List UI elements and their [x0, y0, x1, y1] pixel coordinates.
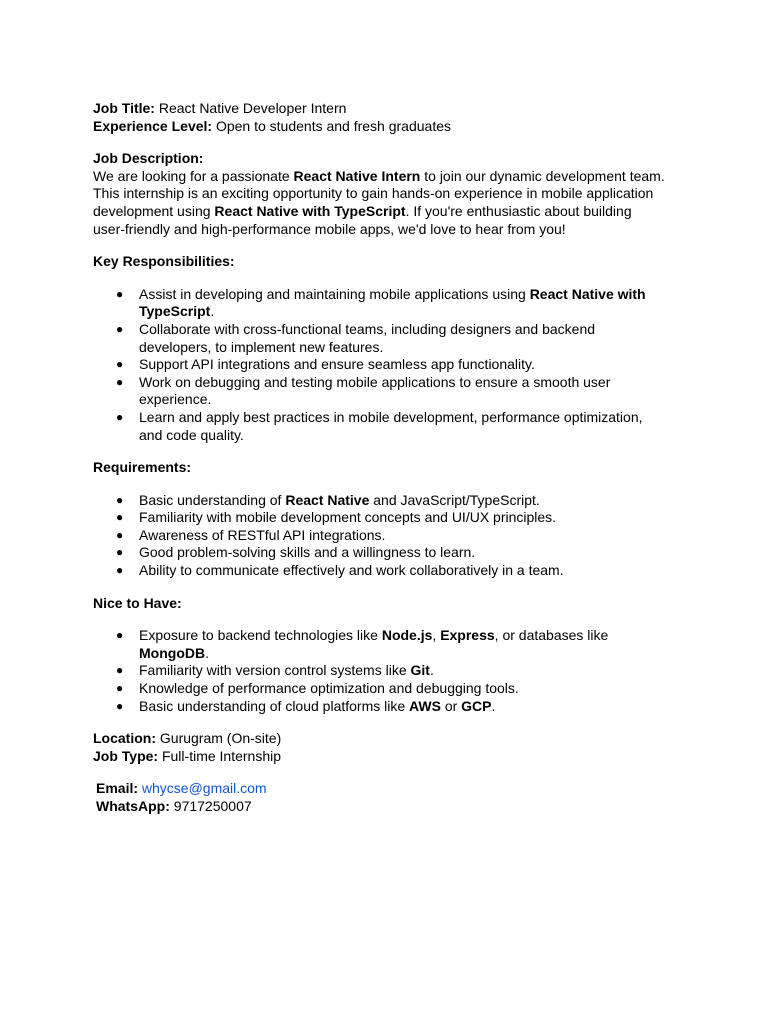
list-item: ● Support API integrations and ensure seamless app functionality.	[116, 356, 535, 373]
location-line	[93, 730, 683, 748]
list-item: ● Knowledge of performance optimization and debugging tools.	[116, 680, 519, 697]
document-body	[93, 100, 683, 816]
job-description-heading: Job Description:	[93, 150, 204, 167]
bullet-icon: ●	[116, 286, 124, 301]
bullet-icon: ●	[116, 321, 124, 336]
list-item: ● Learn and apply best practices in mobile development, performance optimization, and code quality.	[116, 408, 643, 443]
responsibilities-heading: Key Responsibilities:	[93, 253, 235, 270]
list-item: ● Exposure to backend technologies like Node.js, Express, or databases like MongoDB.	[116, 627, 609, 661]
bullet-icon: ●	[116, 545, 124, 560]
bullet-icon: ●	[116, 527, 124, 542]
job-type-line	[93, 748, 683, 766]
nice-to-have-heading: Nice to Have:	[93, 594, 182, 611]
location-value: Gurugram (On-site)	[159, 730, 282, 747]
requirements-list	[93, 492, 683, 580]
whatsapp-number: 9717250007	[173, 798, 252, 814]
experience-level-line	[93, 118, 683, 136]
job-title-value: React Native Developer Intern	[158, 100, 347, 116]
list-item: ● Familiarity with mobile development concepts and UI/UX principles.	[116, 509, 557, 526]
bullet-icon: ●	[116, 374, 124, 389]
bullet-icon: ●	[116, 563, 124, 578]
whatsapp-label: WhatsApp:	[96, 798, 170, 814]
email-line	[93, 780, 683, 798]
list-item: ● Collaborate with cross-functional teams, including designers and backend developers, to implement new features.	[116, 320, 596, 355]
list-item: ● Basic understanding of cloud platforms like AWS or GCP.	[116, 697, 496, 714]
bullet-icon: ●	[116, 628, 124, 643]
bullet-icon: ●	[116, 492, 124, 507]
email-label: Email:	[96, 780, 139, 797]
list-item: ● Ability to communicate effectively and work collaboratively in a team.	[116, 562, 564, 579]
list-item: ● Familiarity with version control systems like Git.	[116, 662, 434, 679]
job-description-text: We are looking for a passionate React Native Intern to join our dynamic development team. This internship is an exciting opportunity to gain hands-on experience in mobile application development using React Native with TypeScript. If you're enthusiastic about building user-friendly and high-performance mobile apps, we'd love to hear from you!	[93, 167, 665, 237]
whatsapp-line	[93, 798, 683, 816]
email-link[interactable]: whycse@gmail.com	[141, 780, 267, 797]
list-item: ● Awareness of RESTful API integrations.	[116, 526, 386, 543]
job-type-value: Full-time Internship	[161, 747, 282, 764]
responsibilities-list	[93, 286, 683, 444]
list-item: ● Assist in developing and maintaining mobile applications using React Native with TypeScript.	[116, 285, 646, 320]
bullet-icon: ●	[116, 357, 124, 372]
job-title-line	[93, 100, 683, 118]
experience-level-value: Open to students and fresh graduates	[215, 117, 451, 134]
job-title-label: Job Title:	[93, 100, 155, 116]
bullet-icon: ●	[116, 409, 124, 424]
list-item: ● Basic understanding of React Native and JavaScript/TypeScript.	[116, 491, 540, 508]
requirements-heading: Requirements:	[93, 459, 192, 476]
list-item: ● Good problem-solving skills and a willingness to learn.	[116, 544, 476, 561]
experience-level-label: Experience Level:	[93, 117, 213, 134]
job-type-label: Job Type:	[93, 747, 159, 764]
nice-to-have-list	[93, 627, 683, 715]
bullet-icon: ●	[116, 698, 124, 713]
bullet-icon: ●	[116, 681, 124, 696]
bullet-icon: ●	[116, 663, 124, 678]
location-label: Location:	[93, 730, 156, 747]
list-item: ● Work on debugging and testing mobile applications to ensure a smooth user experience.	[116, 373, 611, 408]
bullet-icon: ●	[116, 510, 124, 525]
